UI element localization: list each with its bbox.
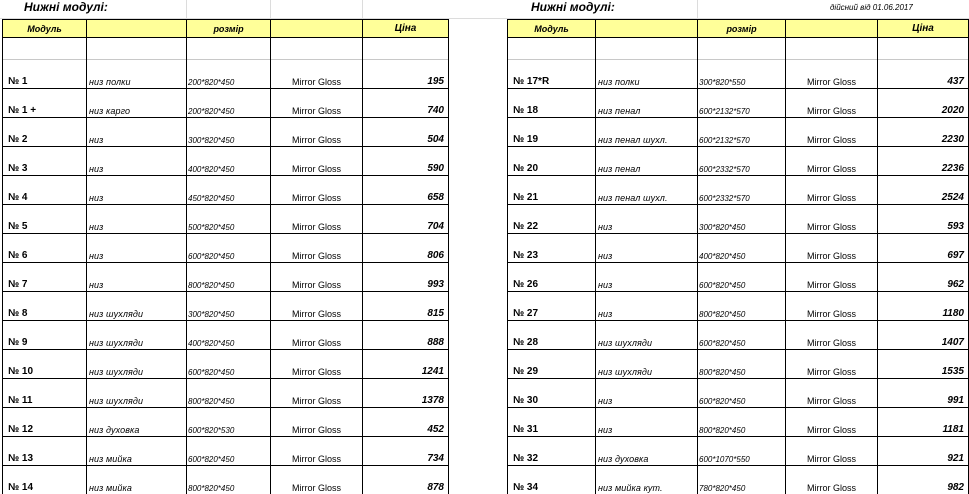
sheet-gridline <box>697 0 698 18</box>
module-name-cell: низ пенал шухл. <box>596 176 698 205</box>
module-price-cell: 921 <box>878 437 969 466</box>
module-name-cell: низ мийка <box>87 466 187 494</box>
module-number-cell: № 31 <box>508 408 596 437</box>
module-price-cell: 806 <box>363 234 449 263</box>
module-size-cell: 400*820*450 <box>187 147 271 176</box>
module-number-cell: № 22 <box>508 205 596 234</box>
column-header-size: розмір <box>698 20 786 38</box>
table-row <box>508 263 969 292</box>
module-name-cell: низ мийка кут. <box>596 466 698 494</box>
table-row <box>508 437 969 466</box>
module-size-cell: 600*2332*570 <box>698 176 786 205</box>
module-price-cell: 2524 <box>878 176 969 205</box>
module-finish-cell: Mirror Gloss <box>271 263 363 292</box>
module-number-cell: № 9 <box>3 321 87 350</box>
table-row <box>3 176 449 205</box>
module-name-cell: низ шухляди <box>596 350 698 379</box>
module-finish-cell: Mirror Gloss <box>786 89 878 118</box>
right-price-table <box>507 19 969 494</box>
module-finish-cell: Mirror Gloss <box>271 118 363 147</box>
module-name-cell: низ пенал шухл. <box>596 118 698 147</box>
module-size-cell: 400*820*450 <box>698 234 786 263</box>
module-size-cell: 800*820*450 <box>187 466 271 494</box>
table-row <box>508 466 969 494</box>
module-finish-cell: Mirror Gloss <box>271 321 363 350</box>
module-number-cell: № 14 <box>3 466 87 494</box>
table-row <box>3 466 449 494</box>
module-finish-cell: Mirror Gloss <box>786 292 878 321</box>
module-finish-cell: Mirror Gloss <box>786 437 878 466</box>
module-number-cell: № 2 <box>3 118 87 147</box>
module-finish-cell: Mirror Gloss <box>786 350 878 379</box>
column-header-price: Ціна <box>878 20 969 38</box>
left-section-title: Нижні модулі: <box>24 0 108 15</box>
module-finish-cell: Mirror Gloss <box>786 205 878 234</box>
module-number-cell: № 20 <box>508 147 596 176</box>
module-size-cell: 400*820*450 <box>187 321 271 350</box>
module-name-cell: низ шухляди <box>596 321 698 350</box>
module-size-cell: 800*820*450 <box>698 292 786 321</box>
table-row <box>3 437 449 466</box>
module-finish-cell: Mirror Gloss <box>786 379 878 408</box>
module-finish-cell: Mirror Gloss <box>786 176 878 205</box>
module-price-cell: 658 <box>363 176 449 205</box>
module-number-cell: № 3 <box>3 147 87 176</box>
column-header-empty <box>271 20 363 38</box>
table-row <box>508 60 969 89</box>
module-size-cell: 600*820*450 <box>187 437 271 466</box>
module-price-cell: 2236 <box>878 147 969 176</box>
module-price-cell: 452 <box>363 408 449 437</box>
table-row <box>3 60 449 89</box>
table-row <box>3 147 449 176</box>
module-finish-cell: Mirror Gloss <box>271 292 363 321</box>
module-name-cell: низ полки <box>87 60 187 89</box>
table-row <box>508 408 969 437</box>
module-finish-cell: Mirror Gloss <box>271 234 363 263</box>
table-row <box>508 118 969 147</box>
module-name-cell: низ мийка <box>87 437 187 466</box>
module-name-cell: низ <box>596 205 698 234</box>
module-number-cell: № 11 <box>3 379 87 408</box>
module-size-cell: 600*2332*570 <box>698 147 786 176</box>
module-number-cell: № 17*R <box>508 60 596 89</box>
module-finish-cell: Mirror Gloss <box>271 379 363 408</box>
module-name-cell: низ духовка <box>87 408 187 437</box>
module-size-cell: 600*2132*570 <box>698 118 786 147</box>
module-name-cell: низ пенал <box>596 89 698 118</box>
module-size-cell: 800*820*450 <box>187 379 271 408</box>
module-size-cell: 300*820*550 <box>698 60 786 89</box>
module-finish-cell: Mirror Gloss <box>786 408 878 437</box>
module-price-cell: 2230 <box>878 118 969 147</box>
table-row <box>3 118 449 147</box>
module-number-cell: № 34 <box>508 466 596 494</box>
module-finish-cell: Mirror Gloss <box>271 147 363 176</box>
module-price-cell: 704 <box>363 205 449 234</box>
table-row <box>508 147 969 176</box>
module-number-cell: № 26 <box>508 263 596 292</box>
column-header-module: Модуль <box>3 20 87 38</box>
table-row <box>3 350 449 379</box>
column-header-empty <box>596 20 698 38</box>
module-size-cell: 600*820*450 <box>698 263 786 292</box>
module-finish-cell: Mirror Gloss <box>786 147 878 176</box>
module-name-cell: низ полки <box>596 60 698 89</box>
valid-from-note: дійсний від 01.06.2017 <box>830 3 913 13</box>
module-name-cell: низ духовка <box>596 437 698 466</box>
module-price-cell: 1535 <box>878 350 969 379</box>
module-size-cell: 300*820*450 <box>187 292 271 321</box>
module-name-cell: низ <box>596 263 698 292</box>
module-price-cell: 1378 <box>363 379 449 408</box>
module-name-cell: низ <box>596 408 698 437</box>
module-size-cell: 450*820*450 <box>187 176 271 205</box>
right-table-body <box>508 60 969 494</box>
spacer-row <box>508 38 969 60</box>
module-number-cell: № 6 <box>3 234 87 263</box>
module-finish-cell: Mirror Gloss <box>271 437 363 466</box>
module-name-cell: низ шухляди <box>87 321 187 350</box>
module-finish-cell: Mirror Gloss <box>271 350 363 379</box>
module-price-cell: 1181 <box>878 408 969 437</box>
module-size-cell: 600*820*450 <box>698 379 786 408</box>
module-price-cell: 697 <box>878 234 969 263</box>
column-header-size: розмір <box>187 20 271 38</box>
module-finish-cell: Mirror Gloss <box>786 234 878 263</box>
module-finish-cell: Mirror Gloss <box>786 466 878 494</box>
module-price-cell: 437 <box>878 60 969 89</box>
module-number-cell: № 10 <box>3 350 87 379</box>
module-name-cell: низ шухляди <box>87 292 187 321</box>
table-row <box>3 234 449 263</box>
module-finish-cell: Mirror Gloss <box>271 60 363 89</box>
module-number-cell: № 8 <box>3 292 87 321</box>
table-row <box>3 263 449 292</box>
module-name-cell: низ карго <box>87 89 187 118</box>
module-price-cell: 878 <box>363 466 449 494</box>
module-name-cell: низ <box>87 176 187 205</box>
right-section-title: Нижні модулі: <box>531 0 615 15</box>
module-name-cell: низ <box>87 205 187 234</box>
sheet-gridline <box>186 0 187 18</box>
left-price-table <box>2 19 449 494</box>
module-price-cell: 1241 <box>363 350 449 379</box>
module-size-cell: 600*820*450 <box>187 350 271 379</box>
module-size-cell: 200*820*450 <box>187 89 271 118</box>
module-price-cell: 593 <box>878 205 969 234</box>
module-price-cell: 982 <box>878 466 969 494</box>
sheet-gridline <box>362 0 363 18</box>
module-name-cell: низ <box>596 379 698 408</box>
table-header-row <box>508 20 969 38</box>
module-number-cell: № 32 <box>508 437 596 466</box>
table-row <box>508 350 969 379</box>
module-size-cell: 800*820*450 <box>187 263 271 292</box>
table-header-row <box>3 20 449 38</box>
module-price-cell: 2020 <box>878 89 969 118</box>
module-number-cell: № 7 <box>3 263 87 292</box>
column-header-price: Ціна <box>363 20 449 38</box>
module-number-cell: № 13 <box>3 437 87 466</box>
module-price-cell: 590 <box>363 147 449 176</box>
module-price-cell: 195 <box>363 60 449 89</box>
module-number-cell: № 30 <box>508 379 596 408</box>
module-price-cell: 734 <box>363 437 449 466</box>
module-size-cell: 200*820*450 <box>187 60 271 89</box>
table-row <box>508 321 969 350</box>
module-size-cell: 300*820*450 <box>698 205 786 234</box>
table-row <box>3 89 449 118</box>
table-row <box>508 89 969 118</box>
module-name-cell: низ <box>87 263 187 292</box>
module-number-cell: № 1 + <box>3 89 87 118</box>
module-finish-cell: Mirror Gloss <box>786 118 878 147</box>
module-name-cell: низ <box>87 234 187 263</box>
module-name-cell: низ шухляди <box>87 379 187 408</box>
module-finish-cell: Mirror Gloss <box>271 408 363 437</box>
module-name-cell: низ <box>596 234 698 263</box>
module-number-cell: № 27 <box>508 292 596 321</box>
module-number-cell: № 28 <box>508 321 596 350</box>
module-number-cell: № 1 <box>3 60 87 89</box>
left-table-body <box>3 60 449 494</box>
table-row <box>508 234 969 263</box>
module-price-cell: 1407 <box>878 321 969 350</box>
module-price-cell: 993 <box>363 263 449 292</box>
module-size-cell: 600*820*450 <box>187 234 271 263</box>
module-name-cell: низ <box>87 118 187 147</box>
module-name-cell: низ шухляди <box>87 350 187 379</box>
module-number-cell: № 18 <box>508 89 596 118</box>
module-price-cell: 815 <box>363 292 449 321</box>
module-number-cell: № 19 <box>508 118 596 147</box>
module-number-cell: № 23 <box>508 234 596 263</box>
module-number-cell: № 29 <box>508 350 596 379</box>
module-size-cell: 600*820*530 <box>187 408 271 437</box>
module-number-cell: № 12 <box>3 408 87 437</box>
module-size-cell: 600*1070*550 <box>698 437 786 466</box>
module-finish-cell: Mirror Gloss <box>271 89 363 118</box>
module-finish-cell: Mirror Gloss <box>271 205 363 234</box>
module-name-cell: низ <box>87 147 187 176</box>
module-price-cell: 740 <box>363 89 449 118</box>
module-finish-cell: Mirror Gloss <box>786 321 878 350</box>
table-row <box>3 408 449 437</box>
module-finish-cell: Mirror Gloss <box>271 176 363 205</box>
table-row <box>508 176 969 205</box>
module-name-cell: низ <box>596 292 698 321</box>
table-row <box>508 205 969 234</box>
table-row <box>3 321 449 350</box>
module-size-cell: 800*820*450 <box>698 408 786 437</box>
table-row <box>3 292 449 321</box>
module-price-cell: 1180 <box>878 292 969 321</box>
module-finish-cell: Mirror Gloss <box>786 263 878 292</box>
module-finish-cell: Mirror Gloss <box>271 466 363 494</box>
module-size-cell: 600*2132*570 <box>698 89 786 118</box>
table-row <box>508 379 969 408</box>
spacer-row <box>3 38 449 60</box>
sheet-gridline <box>270 0 271 18</box>
column-header-module: Модуль <box>508 20 596 38</box>
module-size-cell: 600*820*450 <box>698 321 786 350</box>
module-size-cell: 780*820*450 <box>698 466 786 494</box>
module-name-cell: низ пенал <box>596 147 698 176</box>
table-row <box>508 292 969 321</box>
module-price-cell: 888 <box>363 321 449 350</box>
table-row <box>3 205 449 234</box>
module-price-cell: 991 <box>878 379 969 408</box>
module-number-cell: № 5 <box>3 205 87 234</box>
module-size-cell: 800*820*450 <box>698 350 786 379</box>
table-row <box>3 379 449 408</box>
column-header-empty <box>786 20 878 38</box>
module-number-cell: № 4 <box>3 176 87 205</box>
module-finish-cell: Mirror Gloss <box>786 60 878 89</box>
column-header-empty <box>87 20 187 38</box>
module-number-cell: № 21 <box>508 176 596 205</box>
module-size-cell: 300*820*450 <box>187 118 271 147</box>
module-price-cell: 504 <box>363 118 449 147</box>
module-size-cell: 500*820*450 <box>187 205 271 234</box>
module-price-cell: 962 <box>878 263 969 292</box>
